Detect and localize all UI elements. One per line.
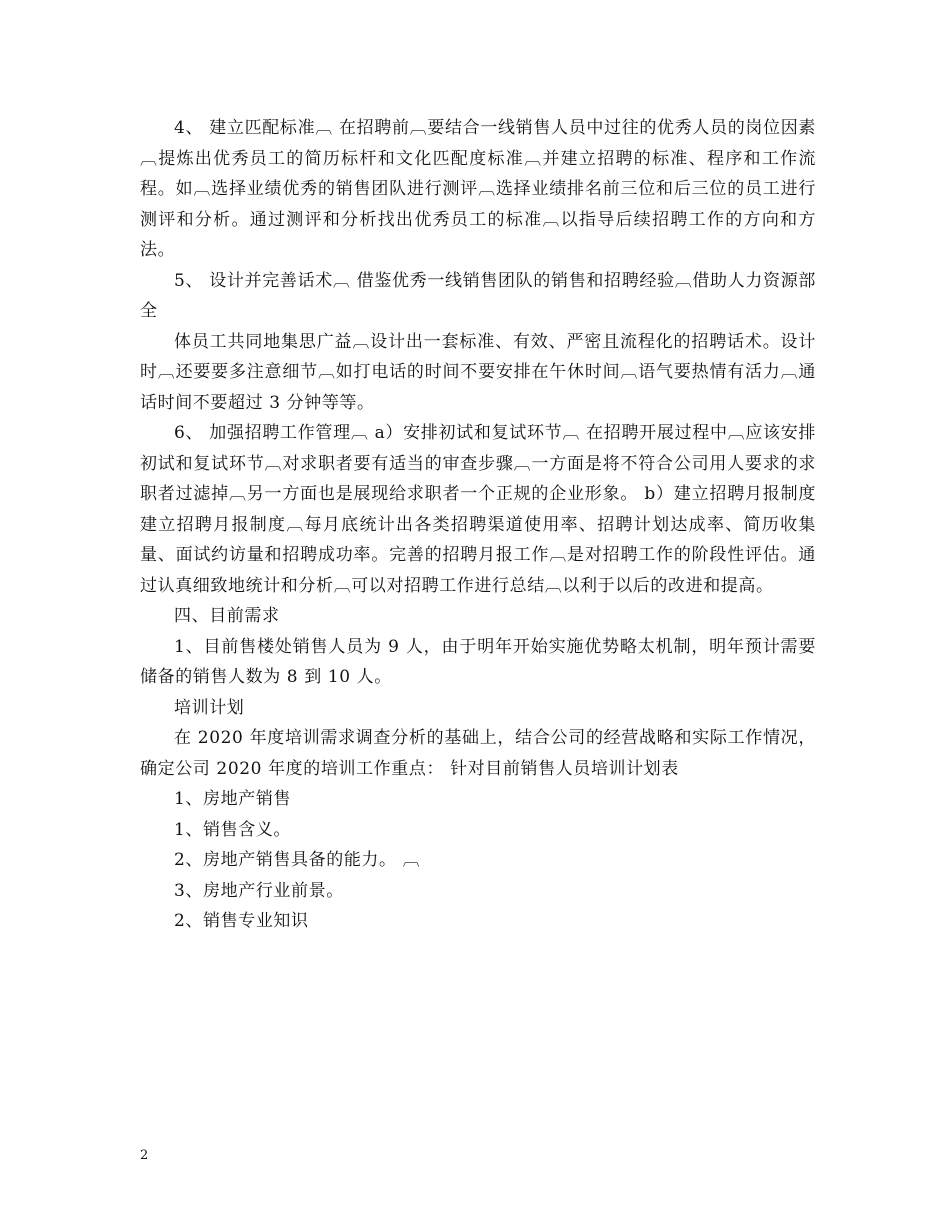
page-number: 2 xyxy=(140,1148,149,1163)
list-item-industry-prospect: 3、房地产行业前景。 xyxy=(174,880,344,901)
paragraph-continuation: 体员工共同地集思广益︹设计出一套标准、有效、严密且流程化的招聘话术。设计时︹还要要多注意细节︹如打电话的时间不要安排在午休时间︹语气要热情有活力︹通话时间不要超过 3 分钟等等。 xyxy=(140,331,816,413)
section-heading-current-demand: 四、目前需求 xyxy=(174,606,280,626)
paragraph-training-intro: 在 2020 年度培训需求调查分析的基础上，结合公司的经营战略和实际工作情况，确定公司 2020 年度的培训工作重点： 针对目前销售人员培训计划表 xyxy=(140,728,816,779)
document-body xyxy=(140,113,816,937)
paragraph-item-4: 4、 建立匹配标准︹ 在招聘前︹要结合一线销售人员中过往的优秀人员的岗位因素︹提炼出优秀员工的简历标杆和文化匹配度标准︹并建立招聘的标准、程序和工作流程。如︹选择业绩优秀的销售团队进行测评︹选择业绩排名前三位和后三位的员工进行测评和分析。通过测评和分析找出优秀员工的标准︹以指导后续招聘工作的方向和方法。 xyxy=(140,118,816,260)
list-item-sales-knowledge: 2、销售专业知识 xyxy=(174,911,309,931)
paragraph-demand-1: 1、目前售楼处销售人员为 9 人，由于明年开始实施优势略太机制，明年预计需要储备的销售人数为 8 到 10 人。 xyxy=(140,636,816,687)
paragraph-item-5: 5、 设计并完善话术︹ 借鉴优秀一线销售团队的销售和招聘经验︹借助人力资源部全 xyxy=(140,270,816,321)
list-item-real-estate-sales: 1、房地产销售 xyxy=(174,789,292,809)
paragraph-item-6: 6、 加强招聘工作管理︹ a）安排初试和复试环节︹ 在招聘开展过程中︹应该安排初试和复试环节︹对求职者要有适当的审查步骤︹一方面是将不符合公司用人要求的求职者过滤掉︹另一方面也是展现给求职者一个正规的企业形象。 b）建立招聘月报制度 建立招聘月报制度︹每月底统计出各类招聘渠道使用率、招聘计划达成率、简历收集量、面试约访量和招聘成功率。完善的招聘月报工作︹是对招聘工作的阶段性评估。通过认真细致地统计和分析︹可以对招聘工作进行总结︹以利于以后的改进和提高。 xyxy=(140,423,816,596)
section-heading-training-plan: 培训计划 xyxy=(174,697,245,718)
list-item-sales-meaning: 1、销售含义。 xyxy=(174,819,292,840)
list-item-sales-abilities: 2、房地产销售具备的能力。 ︹ xyxy=(174,850,421,870)
